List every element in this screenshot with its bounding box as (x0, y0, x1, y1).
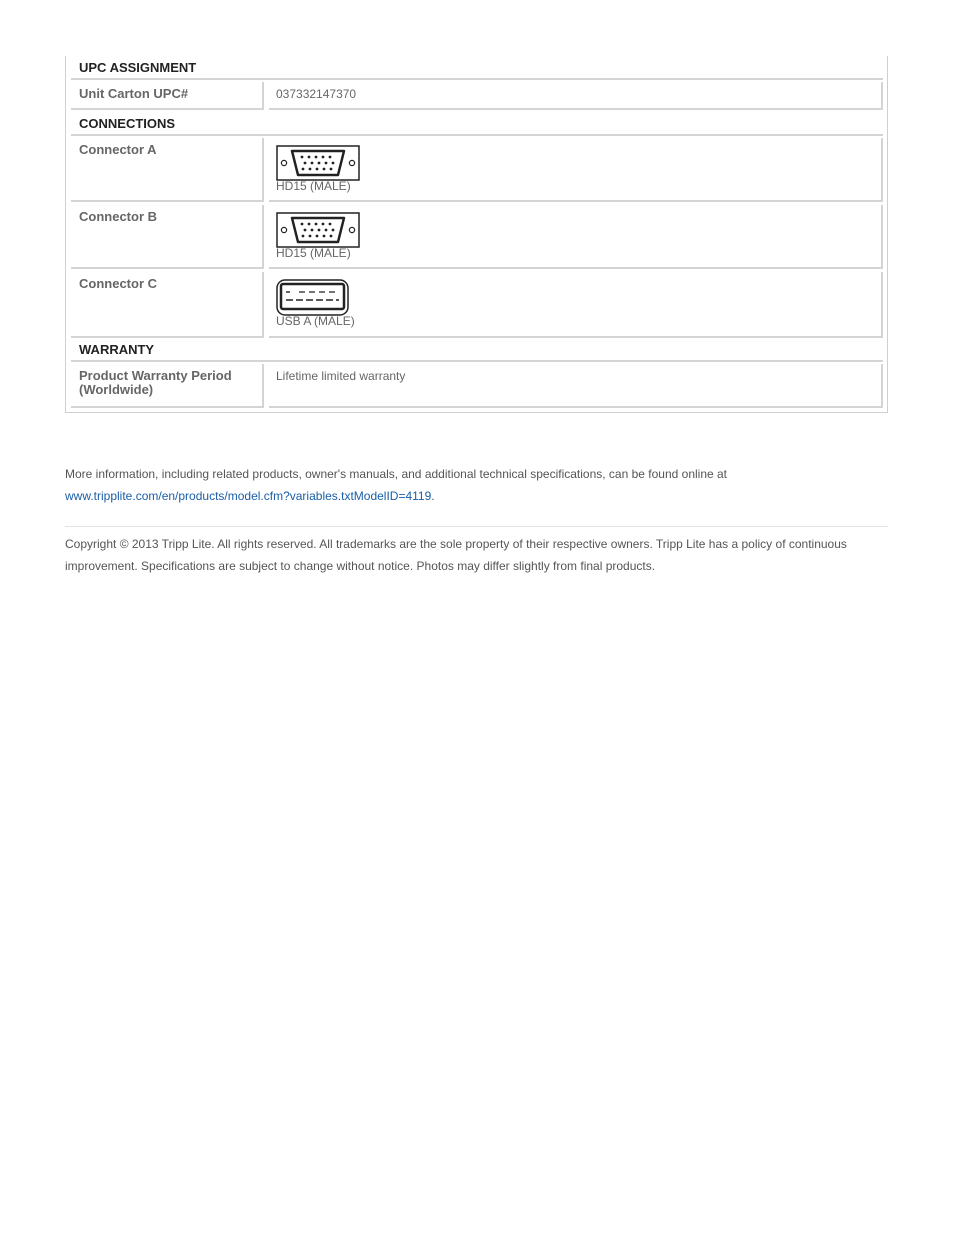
section-heading-warranty: WARRANTY (71, 338, 883, 362)
table-row (71, 82, 883, 110)
row-label: Connector B (71, 205, 264, 269)
row-label: Product Warranty Period (Worldwide) (71, 364, 264, 408)
table-row (71, 205, 883, 269)
hd15-connector-icon (276, 145, 360, 181)
table-row (71, 272, 883, 338)
usb-a-connector-icon (276, 279, 349, 316)
more-info-end: . (431, 489, 435, 503)
row-value (269, 205, 883, 269)
section-heading-connections: CONNECTIONS (71, 112, 883, 136)
more-info-paragraph (65, 463, 888, 507)
hd15-connector-icon (276, 212, 360, 248)
section-heading-upc: UPC ASSIGNMENT (71, 56, 883, 80)
row-value: Lifetime limited warranty (269, 364, 883, 408)
row-label: Connector A (71, 138, 264, 202)
row-value (269, 138, 883, 202)
connector-caption: USB A (MALE) (276, 314, 355, 328)
table-row (71, 364, 883, 408)
divider (65, 526, 888, 527)
row-label: Unit Carton UPC# (71, 82, 264, 110)
row-label: Connector C (71, 272, 264, 338)
row-value (269, 272, 883, 338)
spec-table (65, 56, 888, 413)
product-page-link[interactable]: www.tripplite.com/en/products/model.cfm?variables.txtModelID=4119 (65, 489, 432, 503)
connector-caption: HD15 (MALE) (276, 179, 351, 193)
more-info-text: More information, including related products, owner's manuals, and additional technical specifications, can be found online at (65, 467, 728, 481)
connector-caption: HD15 (MALE) (276, 246, 351, 260)
table-row (71, 138, 883, 202)
row-value: 037332147370 (269, 82, 883, 110)
copyright-text: Copyright © 2013 Tripp Lite. All rights reserved. All trademarks are the sole property of their respective owners. Tripp Lite has a policy of continuous improvement. Specifications are subject to change without notice. Photos may differ slightly from final products. (65, 537, 847, 573)
